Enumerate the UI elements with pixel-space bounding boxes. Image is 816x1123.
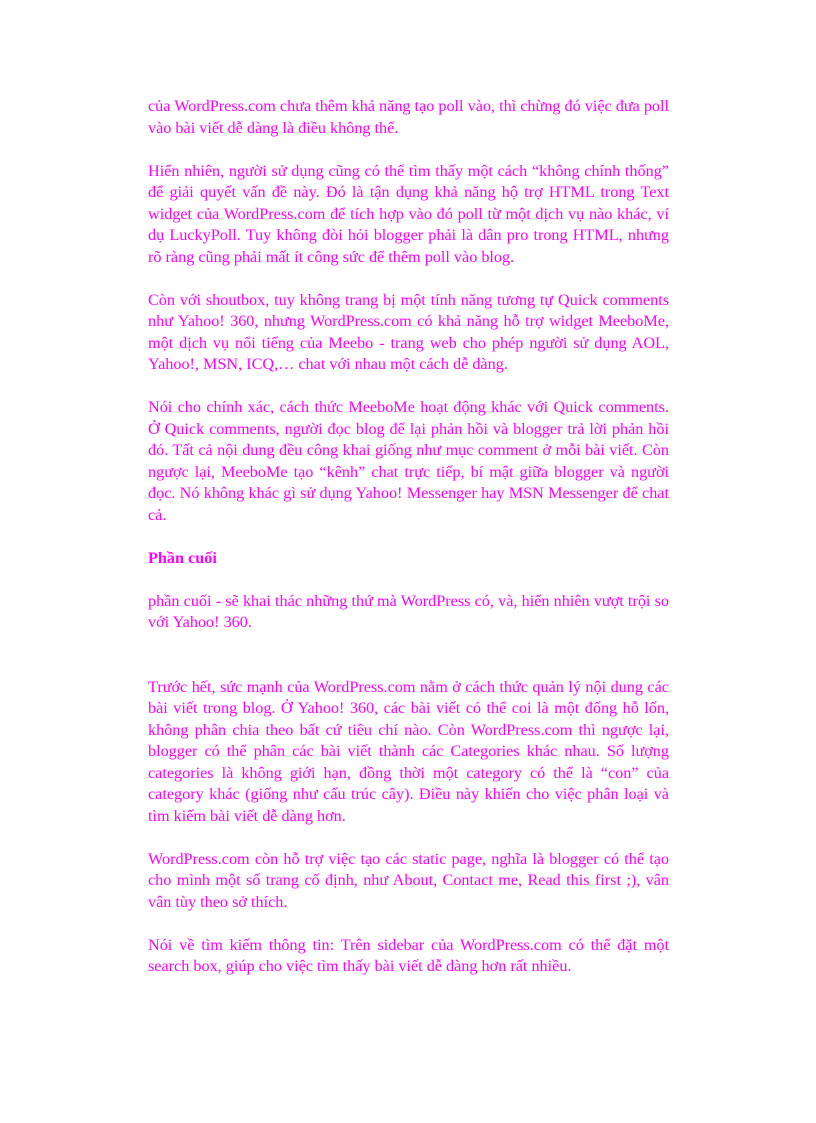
paragraph-poll-continuation: của WordPress.com chưa thêm khả năng tạo poll vào, thì chừng đó việc đưa poll vào bài viết dễ dàng là điều không thể. xyxy=(148,97,670,137)
section-heading: Phần cuối xyxy=(148,548,217,567)
paragraph-shoutbox: Còn với shoutbox, tuy không trang bị một tính năng tương tự Quick comments như Yahoo! 360, nhưng WordPress.com có khả năng hỗ trợ widget MeeboMe, một dịch vụ nổi tiếng của Meebo - trang web cho phép người sử dụng AOL, Yahoo!, MSN, ICQ,… chat với nhau một cách dễ dàng. xyxy=(148,290,669,373)
paragraph-meebome: Nói cho chính xác, cách thức MeeboMe hoạt động khác với Quick comments. Ở Quick comments, người đọc blog để lại phản hồi và blogger trả lời phản hồi đó. Tất cả nội dung đều công khai giống như mục comment ở mỗi bài viết. Còn ngược lại, MeeboMe tạo “kênh” chat trực tiếp, bí mật giữa blogger và người đọc. Nó không khác gì sử dụng Yahoo! Messenger hay MSN Messenger để chat cả. xyxy=(148,398,669,524)
paragraph-search: Nói về tìm kiếm thông tin: Trên sidebar của WordPress.com có thể đặt một search box, giúp cho việc tìm thấy bài viết dễ dàng hơn rất nhiều. xyxy=(148,935,669,975)
paragraph-categories: Trước hết, sức mạnh của WordPress.com nằm ở cách thức quản lý nội dung các bài viết trong blog. Ở Yahoo! 360, các bài viết có thể coi là một đống hỗ lốn, không phân chia theo bất cứ tiêu chí nào. Còn WordPress.com thì ngược lại, blogger có thể phân các bài viết thành các Categories khác nhau. Số lượng categories là không giới hạn, đồng thời một category có thể là “con” của category khác (giống như cấu trúc cây). Điều này khiến cho việc phân loại và tìm kiếm bài viết dễ dàng hơn. xyxy=(148,677,669,825)
paragraph-intro: phần cuối - sẽ khai thác những thứ mà WordPress có, và, hiển nhiên vượt trội so với Yahoo! 360. xyxy=(148,591,669,631)
paragraph-static-pages: WordPress.com còn hỗ trợ việc tạo các static page, nghĩa là blogger có thể tạo cho mình một số trang cố định, như About, Contact me, Read this first ;), vân vân tùy theo sở thích. xyxy=(148,849,669,911)
paragraph-html-widget: Hiển nhiên, người sử dụng cũng có thể tìm thấy một cách “không chính thống” để giải quyết vấn đề này. Đó là tận dụng khả năng hộ trợ HTML trong Text widget của WordPress.com để tích hợp vào đó poll từ một dịch vụ nào khác, ví dụ LuckyPoll. Tuy không đòi hỏi blogger phải là dân pro trong HTML, nhưng rõ ràng cũng phải mất ít công sức để thêm poll vào blog. xyxy=(148,161,669,266)
document-page xyxy=(148,96,669,999)
